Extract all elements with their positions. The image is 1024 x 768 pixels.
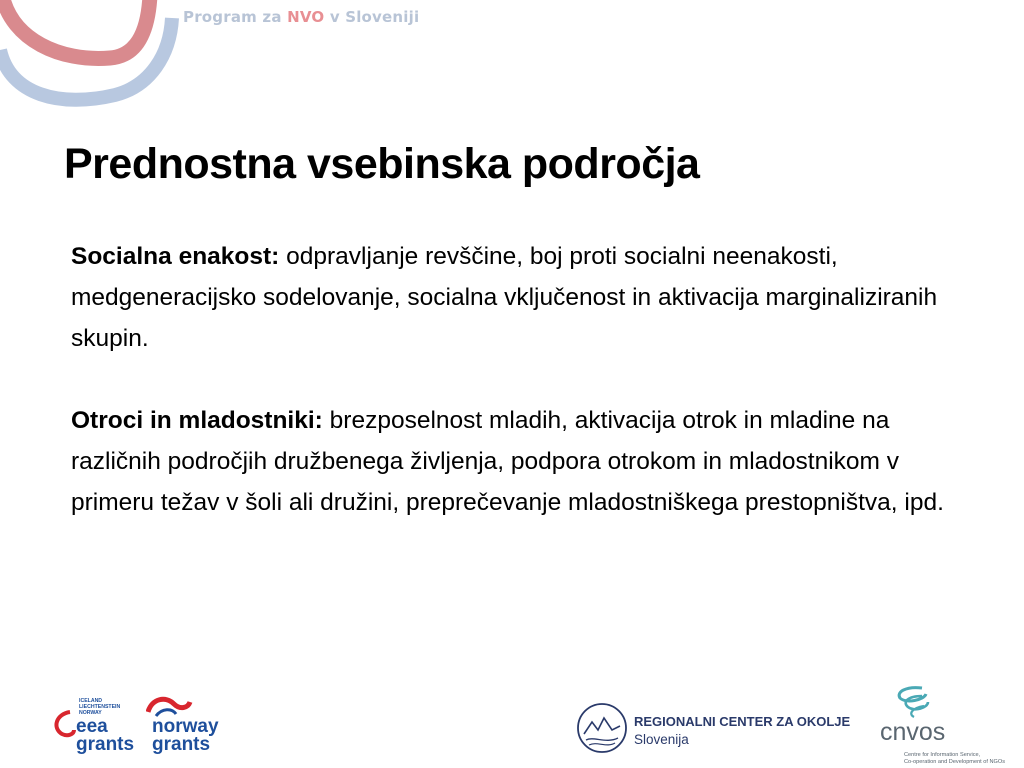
norway-grants-logo (146, 694, 236, 756)
cnvos-swirl-icon (899, 688, 928, 717)
section-social-equality (71, 236, 961, 359)
program-prefix: Program za (183, 8, 282, 26)
rec-emblem-icon (578, 704, 626, 752)
norway-line2: grants (152, 734, 211, 755)
eea-country-2: LIECHTENSTEIN (79, 704, 121, 710)
eea-country-3: NORWAY (79, 710, 102, 716)
cnvos-logo (872, 682, 1022, 768)
rec-line1: REGIONALNI CENTER ZA OKOLJE (634, 714, 851, 729)
eea-line2: grants (76, 734, 135, 755)
section-text: odpravljanje revščine, boj proti socialni neenakosti, medgeneracijsko sodelovanje, socialna vključenost in aktivacija marginaliziranih skupin. (71, 243, 938, 352)
eea-grants-logo (52, 694, 152, 756)
eea-swoosh-icon (56, 712, 74, 735)
program-header (183, 8, 419, 26)
program-highlight: NVO (287, 8, 325, 26)
rec-line2: Slovenija (634, 732, 689, 747)
section-children-youth (71, 400, 961, 523)
eea-line1: eea (76, 716, 108, 737)
cnvos-tagline-1: Centre for Information Service, (904, 752, 981, 758)
cnvos-name: cnvos (880, 718, 946, 746)
section-label: Otroci in mladostniki: (71, 407, 323, 434)
red-arc (2, 0, 150, 58)
section-text: brezposelnost mladih, aktivacija otrok in mladine na različnih področjih družbenega življenja, podpora otrokom in mladostnikom v primeru težav v šoli ali družini, preprečevanje mladostniškega prestopništva, ipd. (71, 407, 944, 516)
rec-logo (576, 700, 866, 756)
program-suffix: v Sloveniji (329, 8, 420, 26)
slide-title: Prednostna vsebinska področja (64, 140, 700, 188)
decorative-arcs (0, 0, 180, 110)
cnvos-tagline-2: Co-operation and Development of NGOs (904, 759, 1006, 765)
norway-line1: norway (152, 716, 219, 737)
eea-country-1: ICELAND (79, 698, 103, 704)
section-label: Socialna enakost: (71, 243, 280, 270)
